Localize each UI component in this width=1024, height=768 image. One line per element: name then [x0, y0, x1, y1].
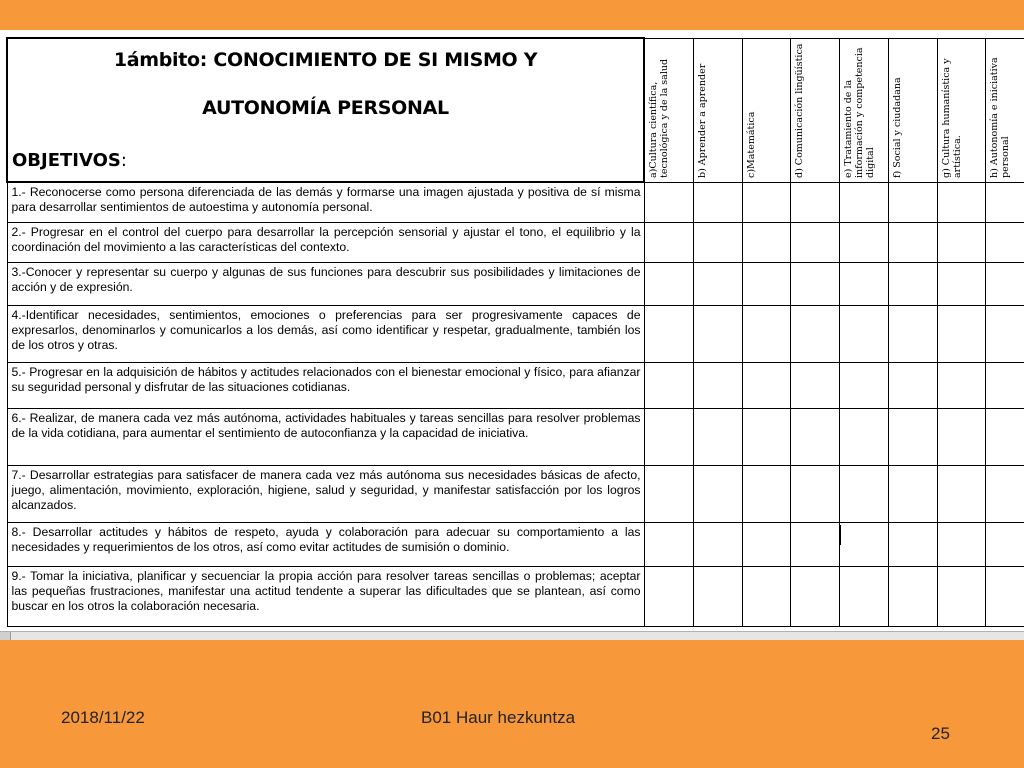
check-cell[interactable] — [742, 262, 790, 305]
column-header-a[interactable] — [644, 38, 693, 182]
check-cell[interactable] — [644, 566, 693, 626]
check-cell[interactable] — [888, 566, 937, 626]
check-cell[interactable] — [937, 362, 985, 408]
objective-cell[interactable] — [7, 362, 644, 408]
column-header-b[interactable] — [693, 38, 742, 182]
objective-text: 6.- Realizar, de manera cada vez más autónoma, actividades habituales y tareas sencillas para resolver problemas de la vida cotidiana, para aumentar el sentimiento de autoconfianza y la capacidad de iniciativa. — [11, 410, 641, 440]
check-cell[interactable] — [742, 362, 790, 408]
check-cell[interactable] — [839, 362, 888, 408]
check-cell[interactable] — [888, 362, 937, 408]
check-cell[interactable] — [644, 182, 693, 222]
column-header-label: a)Cultura científica, tecnológica y de la salud — [648, 58, 670, 178]
check-cell[interactable] — [693, 305, 742, 362]
check-cell[interactable] — [742, 522, 790, 566]
sheet-title-line1: 1ámbito: CONOCIMIENTO DE SI MISMO Y — [113, 49, 538, 71]
column-header-label: e) Tratamiento de la información y competencia digital — [842, 46, 876, 178]
table-row — [7, 566, 1024, 626]
check-cell[interactable] — [937, 262, 985, 305]
check-cell[interactable] — [937, 305, 985, 362]
column-header-f[interactable] — [888, 38, 937, 182]
check-cell[interactable] — [839, 305, 888, 362]
sheet-title-line2: AUTONOMÍA PERSONAL — [202, 97, 449, 119]
column-header-label: f) Social y ciudadana — [891, 76, 903, 178]
objective-text: 8.- Desarrollar actitudes y hábitos de respeto, ayuda y colaboración para adecuar su comportamiento a las necesidades y requerimientos de los otros, así como evitar actitudes de sumisión o dominio. — [11, 524, 641, 554]
check-cell[interactable] — [839, 408, 888, 465]
check-cell[interactable] — [790, 305, 839, 362]
check-cell[interactable] — [790, 408, 839, 465]
objectives-label: OBJETIVOS: — [12, 150, 127, 171]
check-cell[interactable] — [693, 222, 742, 262]
check-cell[interactable] — [644, 305, 693, 362]
column-header-g[interactable] — [937, 38, 985, 182]
table-row — [7, 305, 1024, 362]
check-cell[interactable] — [742, 408, 790, 465]
column-header-label: d) Comunicación lingüística — [793, 43, 805, 178]
footer-title: B01 Haur hezkuntza — [421, 708, 576, 727]
column-header-c[interactable] — [742, 38, 790, 182]
check-cell[interactable] — [693, 408, 742, 465]
check-cell[interactable] — [985, 305, 1024, 362]
check-cell[interactable] — [888, 522, 937, 566]
horizontal-scrollbar[interactable] — [0, 631, 1024, 640]
check-cell[interactable] — [839, 222, 888, 262]
check-cell[interactable] — [693, 362, 742, 408]
check-cell[interactable] — [839, 262, 888, 305]
check-cell[interactable] — [937, 522, 985, 566]
slide-number: 25 — [931, 724, 950, 743]
table-row — [7, 522, 1024, 566]
objective-cell[interactable] — [7, 465, 644, 522]
check-cell[interactable] — [742, 305, 790, 362]
check-cell[interactable] — [742, 566, 790, 626]
check-cell[interactable] — [790, 465, 839, 522]
check-cell[interactable] — [693, 522, 742, 566]
check-cell[interactable] — [742, 182, 790, 222]
check-cell[interactable] — [644, 522, 693, 566]
table-row — [7, 222, 1024, 262]
check-cell[interactable] — [985, 182, 1024, 222]
check-cell[interactable] — [839, 566, 888, 626]
check-cell[interactable] — [790, 566, 839, 626]
objective-cell[interactable] — [7, 408, 644, 465]
objective-cell[interactable] — [7, 262, 644, 305]
objective-text: 4.-Identificar necesidades, sentimientos, emociones o preferencias para ser progresivamente capaces de expresarlos, denominarlos y comunicarlos a los demás, así como identificar y respetar, gradualmente, también los de los otros y otras. — [11, 307, 641, 352]
objective-text: 5.- Progresar en la adquisición de hábitos y actitudes relacionados con el bienestar emocional y físico, para afianzar su seguridad personal y disfrutar de las situaciones cotidianas. — [11, 364, 641, 394]
check-cell[interactable] — [693, 566, 742, 626]
check-cell[interactable] — [839, 522, 888, 566]
check-cell[interactable] — [742, 465, 790, 522]
check-cell[interactable] — [790, 182, 839, 222]
table-row — [7, 362, 1024, 408]
check-cell[interactable] — [839, 182, 888, 222]
check-cell[interactable] — [985, 566, 1024, 626]
check-cell[interactable] — [985, 465, 1024, 522]
check-cell[interactable] — [937, 222, 985, 262]
check-cell[interactable] — [985, 262, 1024, 305]
objective-cell[interactable] — [7, 522, 644, 566]
column-header-label: b) Aprender a aprender — [696, 63, 708, 178]
column-header-label: h) Autonomía e iniciativa personal — [988, 56, 1011, 178]
check-cell[interactable] — [790, 222, 839, 262]
check-cell[interactable] — [644, 362, 693, 408]
objective-cell[interactable] — [7, 305, 644, 362]
check-cell[interactable] — [790, 522, 839, 566]
objective-text: 3.-Conocer y representar su cuerpo y algunas de sus funciones para descubrir sus posibilidades y limitaciones de acción y de expresión. — [11, 264, 641, 294]
check-cell[interactable] — [693, 465, 742, 522]
objective-text: 1.- Reconocerse como persona diferenciada de las demás y formarse una imagen ajustada y positiva de sí misma para desarrollar sentimientos de autoestima y autonomía personal. — [11, 185, 641, 214]
check-cell[interactable] — [790, 262, 839, 305]
check-cell[interactable] — [790, 362, 839, 408]
check-cell[interactable] — [644, 222, 693, 262]
table-row — [7, 465, 1024, 522]
text-cursor — [839, 525, 841, 545]
check-cell[interactable] — [985, 522, 1024, 566]
objective-text: 9.- Tomar la iniciativa, planificar y secuenciar la propia acción para resolver tareas sencillas o problemas; aceptar las pequeñas frustraciones, manifestar una actitud tendente a superar las dificultades que se plantean, así como buscar en los otros la colaboración necesaria. — [11, 568, 641, 613]
check-cell[interactable] — [693, 262, 742, 305]
check-cell[interactable] — [888, 222, 937, 262]
check-cell[interactable] — [937, 182, 985, 222]
objective-cell[interactable] — [7, 566, 644, 626]
check-cell[interactable] — [888, 182, 937, 222]
check-cell[interactable] — [985, 408, 1024, 465]
check-cell[interactable] — [985, 222, 1024, 262]
check-cell[interactable] — [888, 465, 937, 522]
check-cell[interactable] — [693, 182, 742, 222]
column-header-label: g) Cultura humanística y artística. — [940, 57, 963, 178]
column-header-d[interactable] — [790, 38, 839, 182]
check-cell[interactable] — [742, 222, 790, 262]
spreadsheet-area — [0, 30, 1024, 640]
check-cell[interactable] — [937, 408, 985, 465]
check-cell[interactable] — [888, 408, 937, 465]
column-header-h[interactable] — [985, 38, 1024, 182]
check-cell[interactable] — [888, 262, 937, 305]
table-row — [7, 408, 1024, 465]
check-cell[interactable] — [888, 305, 937, 362]
objective-cell[interactable] — [7, 222, 644, 262]
title-cell[interactable] — [7, 38, 644, 182]
objective-text: 7.- Desarrollar estrategias para satisfacer de manera cada vez más autónoma sus necesidades básicas de afecto, juego, alimentación, movimiento, exploración, higiene, salud y seguridad, y manifestar satisfacción por los logros alcanzados. — [11, 467, 641, 512]
objectives-table — [6, 37, 1024, 627]
check-cell[interactable] — [839, 465, 888, 522]
check-cell[interactable] — [644, 262, 693, 305]
check-cell[interactable] — [937, 465, 985, 522]
objective-text: 2.- Progresar en el control del cuerpo para desarrollar la percepción sensorial y ajustar el tono, el equilibrio y la coordinación del movimiento a las características del contexto. — [11, 224, 641, 254]
column-header-e[interactable] — [839, 38, 888, 182]
table-row — [7, 182, 1024, 222]
table-row — [7, 262, 1024, 305]
check-cell[interactable] — [644, 408, 693, 465]
scroll-left-arrow-icon[interactable] — [0, 632, 11, 640]
footer-date: 2018/11/22 — [61, 708, 145, 727]
check-cell[interactable] — [644, 465, 693, 522]
check-cell[interactable] — [985, 362, 1024, 408]
check-cell[interactable] — [937, 566, 985, 626]
column-header-label: c)Matemática — [745, 111, 757, 178]
header-row — [7, 38, 1024, 182]
objective-cell[interactable] — [7, 182, 644, 222]
